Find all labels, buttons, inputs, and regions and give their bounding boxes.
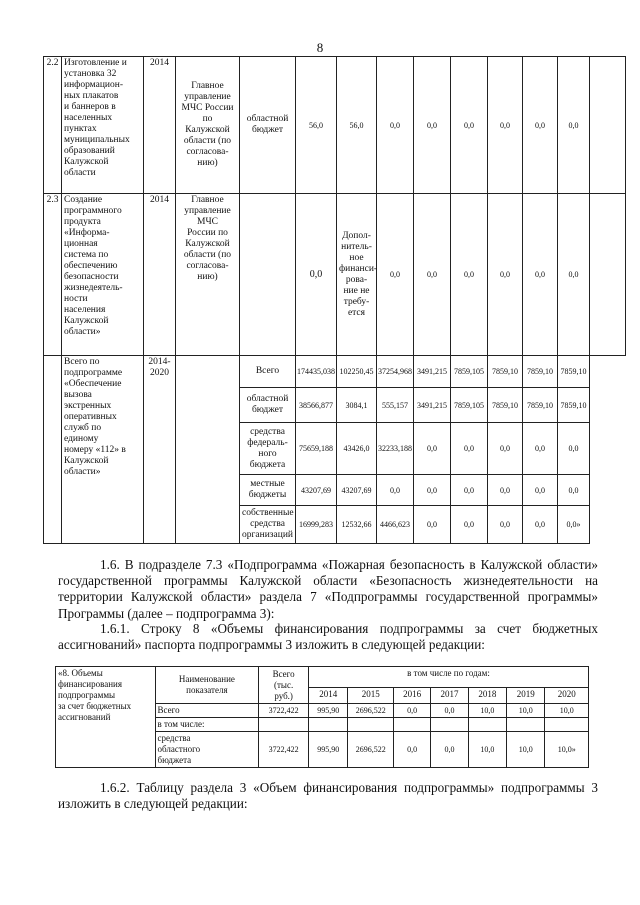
text-line: ассигнований xyxy=(58,712,111,722)
value-cell: 0,0 xyxy=(488,506,523,544)
value-cell: 0,0 xyxy=(488,475,523,506)
text-line: Допол- xyxy=(342,230,371,241)
text-line: безопасности xyxy=(64,272,119,282)
text-line: областной xyxy=(246,394,289,404)
text-line: ется xyxy=(347,307,366,318)
value-cell: 10,0 xyxy=(468,732,506,768)
header-years-title: в том числе по годам: xyxy=(309,667,589,688)
text-line: муниципальных xyxy=(64,135,130,145)
text-line: финанси- xyxy=(339,263,378,274)
row-name: Всего xyxy=(155,704,259,718)
total-cell: 0,0 xyxy=(296,194,337,356)
text-line: Калужской xyxy=(64,157,109,167)
year-cell: 2014 xyxy=(144,57,176,194)
value-cell: 7859,10 xyxy=(488,356,523,388)
text-line: Всего по xyxy=(64,357,100,367)
row-name: в том числе: xyxy=(155,718,259,732)
value-cell: 0,0 xyxy=(451,57,488,194)
value-cell: 0,0 xyxy=(451,475,488,506)
value-cell: 102250,45 xyxy=(337,356,377,388)
value-cell: 0,0 xyxy=(558,194,590,356)
text-line: организаций xyxy=(242,530,294,540)
value-cell: 0,0 xyxy=(394,704,431,718)
text-line: по xyxy=(202,114,213,124)
executor-cell xyxy=(176,57,240,194)
text-line: ционная xyxy=(64,239,98,249)
text-line: оперативных xyxy=(64,412,117,422)
empty-cell xyxy=(348,718,394,732)
value-cell: 0,0 xyxy=(414,423,451,475)
year-header: 2017 xyxy=(431,688,468,704)
value-cell: 7859,105 xyxy=(451,356,488,388)
text-line: Создание xyxy=(64,195,103,205)
value-cell: 0,0 xyxy=(451,423,488,475)
value-cell: 0,0» xyxy=(558,506,590,544)
text-line: нию) xyxy=(197,158,218,168)
text-line: управление xyxy=(184,92,231,102)
note-cell xyxy=(337,194,377,356)
text-line: Всего xyxy=(272,668,295,679)
text-line: областного xyxy=(157,744,201,754)
value-cell: 37254,968 xyxy=(377,356,414,388)
empty-cell xyxy=(309,718,348,732)
text-line: номеру «112» в xyxy=(64,445,126,455)
value-cell: 0,0 xyxy=(451,194,488,356)
summary-number-cell xyxy=(44,356,62,544)
measure-name xyxy=(62,57,144,194)
value-cell: 0,0 xyxy=(523,475,558,506)
text-line: единому xyxy=(64,434,99,444)
value-cell: 43207,69 xyxy=(337,475,377,506)
text-line: жизнедеятель- xyxy=(64,283,123,293)
text-line: подпрограмме xyxy=(64,368,123,378)
total-cell: 3722,422 xyxy=(259,704,309,718)
text-line: средства xyxy=(157,733,191,743)
empty-cell xyxy=(394,718,431,732)
source-cell xyxy=(240,475,296,506)
value-cell: 7859,10 xyxy=(558,388,590,423)
row-number: 2.2 xyxy=(44,57,62,194)
text-line: Калужской xyxy=(64,316,109,326)
text-line: ного xyxy=(258,448,277,459)
text-line: местные xyxy=(250,479,285,489)
value-cell: 0,0 xyxy=(523,423,558,475)
value-cell: 7859,10 xyxy=(488,388,523,423)
value-cell: 0,0 xyxy=(414,57,451,194)
passport-label xyxy=(56,667,156,768)
value-cell: 0,0 xyxy=(523,506,558,544)
text-line: области» xyxy=(64,327,101,337)
text-line: нию) xyxy=(197,272,218,282)
value-cell: 995,90 xyxy=(309,732,348,768)
table-row-2-2 xyxy=(44,57,626,194)
text-line: информацион- xyxy=(64,80,124,90)
text-line: Калужской xyxy=(185,239,230,249)
value-cell: 0,0 xyxy=(394,732,431,768)
text-line: области» xyxy=(64,467,101,477)
text-line: установка 32 xyxy=(64,69,117,79)
text-line: «8. Объемы xyxy=(58,668,103,678)
passport-row-table xyxy=(55,666,589,768)
value-cell: 0,0 xyxy=(414,475,451,506)
text-line: ное xyxy=(349,252,364,263)
text-line: согласова- xyxy=(186,261,229,271)
value-cell: 0,0 xyxy=(558,475,590,506)
text-line: за счет бюджетных xyxy=(58,701,132,711)
empty-cell xyxy=(590,194,626,356)
measure-name xyxy=(62,194,144,356)
text-line: управление xyxy=(184,206,231,216)
value-cell: 2696,522 xyxy=(348,732,394,768)
text-line: ние не xyxy=(343,285,370,296)
source-cell-empty xyxy=(240,194,296,356)
value-cell: 7859,10 xyxy=(523,356,558,388)
year-header: 2014 xyxy=(309,688,348,704)
summary-name xyxy=(62,356,144,544)
value-cell: 7859,10 xyxy=(523,388,558,423)
year-header: 2018 xyxy=(468,688,506,704)
empty-cell xyxy=(545,718,589,732)
empty-cell xyxy=(431,718,468,732)
source-cell xyxy=(240,423,296,475)
total-cell: 38566,877 xyxy=(296,388,337,423)
text-line: финансирования xyxy=(58,679,122,689)
source-cell xyxy=(240,356,296,388)
paragraph-1-6: 1.6. В подразделе 7.3 «Подпрограмма «Пожарная безопасность в Калужской области» государственной программы Калужской области «Безопасность жизнедеятельности на территории Калужской области» раздела 7 «Подпрограммы государственной программы» Программы (далее – подпрограмма 3): xyxy=(58,557,598,621)
text-line: вызова xyxy=(64,390,92,400)
text-line: области (по xyxy=(183,250,232,260)
year-cell: 2014 xyxy=(144,194,176,356)
total-cell: 174435,038 xyxy=(296,356,337,388)
text-line: руб.) xyxy=(274,690,293,701)
text-line: согласова- xyxy=(186,147,229,157)
value-cell: 4466,623 xyxy=(377,506,414,544)
text-line: федераль- xyxy=(247,437,288,448)
text-line: экстренных xyxy=(64,401,112,411)
text-line: ных плакатов xyxy=(64,91,119,101)
page-number: 8 xyxy=(316,40,324,55)
total-cell: 3722,422 xyxy=(259,732,309,768)
value-cell: 995,90 xyxy=(309,704,348,718)
value-cell: 43426,0 xyxy=(337,423,377,475)
text-line: «Обеспечение xyxy=(64,379,122,389)
value-cell: 0,0 xyxy=(377,475,414,506)
text-line: населенных xyxy=(64,113,113,123)
text-line: Всего xyxy=(255,366,280,376)
text-line: области xyxy=(64,168,96,178)
empty-cell xyxy=(468,718,506,732)
value-cell: 0,0 xyxy=(488,57,523,194)
text-line: программного xyxy=(64,206,122,216)
value-cell: 3084,1 xyxy=(337,388,377,423)
text-line: система по xyxy=(64,250,109,260)
text-line: образований xyxy=(64,146,115,156)
text-line: Главное xyxy=(191,195,224,205)
value-cell: 0,0 xyxy=(488,194,523,356)
value-cell: 0,0 xyxy=(414,506,451,544)
text-line: и баннеров в xyxy=(64,102,116,112)
text-line: рова- xyxy=(345,274,368,285)
summary-executor-cell xyxy=(176,356,240,544)
text-line: средства xyxy=(250,426,285,437)
text-line: бюджета xyxy=(157,755,192,765)
summary-year: 2014-2020 xyxy=(144,356,176,544)
total-cell: 43207,69 xyxy=(296,475,337,506)
value-cell: 0,0 xyxy=(488,423,523,475)
empty-cell xyxy=(259,718,309,732)
value-cell: 0,0 xyxy=(523,57,558,194)
value-cell: 2696,522 xyxy=(348,704,394,718)
text-line: бюджета xyxy=(249,459,286,470)
value-cell: 10,0» xyxy=(545,732,589,768)
header-row xyxy=(56,667,589,688)
text-line: области (по xyxy=(183,136,232,146)
header-indicator xyxy=(155,667,259,704)
total-cell: 16999,283 xyxy=(296,506,337,544)
value-cell: 0,0 xyxy=(414,194,451,356)
value-cell: 0,0 xyxy=(451,506,488,544)
text-line: Главное xyxy=(191,81,224,91)
row-name xyxy=(155,732,259,768)
value-cell: 3491,215 xyxy=(414,356,451,388)
text-line: населения xyxy=(64,305,106,315)
source-cell xyxy=(240,388,296,423)
text-line: Наименование xyxy=(178,674,235,684)
text-line: Калужской xyxy=(185,125,230,135)
year-header: 2016 xyxy=(394,688,431,704)
value-cell: 10,0 xyxy=(507,704,545,718)
text-line: бюджет xyxy=(251,405,284,415)
text-line: ности xyxy=(64,294,88,304)
text-line: обеспечению xyxy=(64,261,118,271)
value-cell: 0,0 xyxy=(431,704,468,718)
value-cell: 555,157 xyxy=(377,388,414,423)
text-line: нитель- xyxy=(341,241,372,252)
text-line: МЧС xyxy=(197,217,218,227)
value-cell: 7859,10 xyxy=(558,356,590,388)
year-header: 2020 xyxy=(545,688,589,704)
paragraph-1-6-1: 1.6.1. Строку 8 «Объемы финансирования подпрограммы за счет бюджетных ассигнований» паспорта подпрограммы 3 изложить в следующей редакции: xyxy=(58,621,598,653)
header-total xyxy=(259,667,309,704)
text-line: пунктах xyxy=(64,124,97,134)
year-header: 2019 xyxy=(507,688,545,704)
value-cell: 7859,105 xyxy=(451,388,488,423)
text-line: средства xyxy=(250,519,285,529)
text-line: Изготовление и xyxy=(64,58,127,68)
value-cell: 56,0 xyxy=(337,57,377,194)
text-line: МЧС России xyxy=(181,103,234,113)
text-line: служб по xyxy=(64,423,102,433)
text-line: показателя xyxy=(186,685,228,695)
value-cell: 10,0 xyxy=(545,704,589,718)
year-header: 2015 xyxy=(348,688,394,704)
text-line: собственные xyxy=(242,508,294,518)
total-cell: 56,0 xyxy=(296,57,337,194)
value-cell: 0,0 xyxy=(558,57,590,194)
value-cell: 0,0 xyxy=(377,194,414,356)
text-line: продукта xyxy=(64,217,101,227)
source-cell: областной бюджет xyxy=(240,57,296,194)
executor-cell xyxy=(176,194,240,356)
text-line: подпрограммы xyxy=(58,690,116,700)
table-row-2-3 xyxy=(44,194,626,356)
value-cell: 12532,66 xyxy=(337,506,377,544)
total-cell: 75659,188 xyxy=(296,423,337,475)
value-cell: 0,0 xyxy=(377,57,414,194)
summary-row-all xyxy=(44,356,626,388)
value-cell: 10,0 xyxy=(468,704,506,718)
text-line: «Информа- xyxy=(64,228,110,238)
value-cell: 0,0 xyxy=(558,423,590,475)
text-line: России по xyxy=(187,228,228,238)
row-number: 2.3 xyxy=(44,194,62,356)
text-line: бюджеты xyxy=(248,490,287,500)
text-line: требу- xyxy=(343,296,370,307)
value-cell: 32233,188 xyxy=(377,423,414,475)
financing-table xyxy=(43,56,626,544)
text-line: (тыс. xyxy=(274,679,294,690)
paragraph-1-6-2: 1.6.2. Таблицу раздела 3 «Объем финансирования подпрограммы» подпрограммы 3 изложить в следующей редакции: xyxy=(58,780,598,812)
value-cell: 10,0 xyxy=(507,732,545,768)
value-cell: 0,0 xyxy=(523,194,558,356)
empty-cell xyxy=(590,57,626,194)
empty-cell xyxy=(507,718,545,732)
source-cell xyxy=(240,506,296,544)
text-line: Калужской xyxy=(64,456,109,466)
value-cell: 3491,215 xyxy=(414,388,451,423)
value-cell: 0,0 xyxy=(431,732,468,768)
